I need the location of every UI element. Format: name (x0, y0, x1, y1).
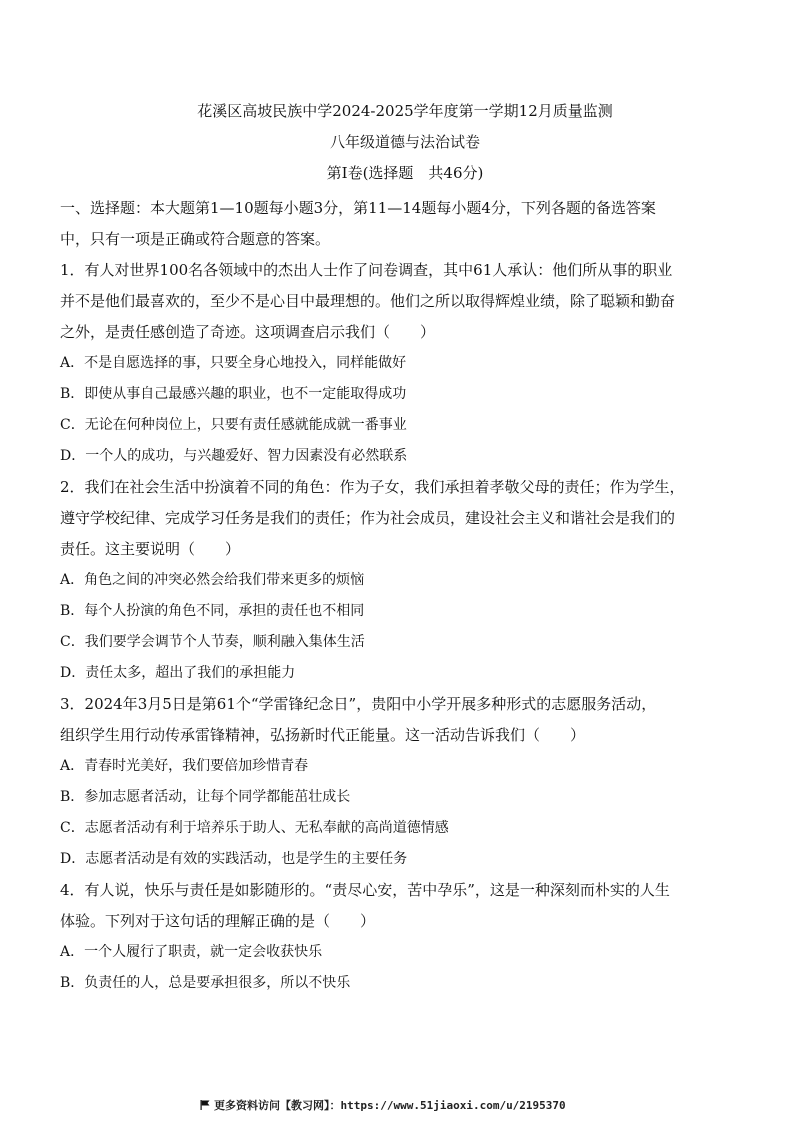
footer-link[interactable]: 更多资料访问【教习网】：https://www.51jiaoxi.com/u/2195370 (214, 1099, 566, 1112)
option-b: B．负责任的人，总是要承担很多，所以不快乐 (60, 975, 351, 991)
question-stem-line: 4．有人说，快乐与责任是如影随形的。“责尽心安，苦中孕乐”，这是一种深刻而朴实的人生 (60, 881, 670, 899)
question-stem-line: 责任。这主要说明（ ） (60, 540, 241, 558)
question-2 (60, 472, 750, 689)
question-1 (60, 255, 750, 472)
question-stem-line: 2．我们在社会生活中扮演着不同的角色：作为子女，我们承担着孝敬父母的责任；作为学生， (60, 478, 685, 496)
option-c: C．我们要学会调节个人节奏，顺利融入集体生活 (60, 634, 365, 650)
option-b: B．参加志愿者活动，让每个同学都能茁壮成长 (60, 789, 351, 805)
option-c: C．志愿者活动有利于培养乐于助人、无私奉献的高尚道德情感 (60, 820, 449, 836)
question-stem-line: 之外，是责任感创造了奇迹。这项调查启示我们（ ） (60, 323, 436, 341)
question-stem-line: 遵守学校纪律、完成学习任务是我们的责任；作为社会成员，建设社会主义和谐社会是我们的 (60, 509, 676, 527)
question-4 (60, 875, 750, 999)
option-d: D．责任太多，超出了我们的承担能力 (60, 665, 296, 681)
section-heading: 第Ⅰ卷(选择题 共46分) (326, 164, 484, 182)
option-d: D．一个人的成功，与兴趣爱好、智力因素没有必然联系 (60, 448, 408, 464)
exam-title: 花溪区高坡民族中学2024-2025学年度第一学期12月质量监测 (197, 102, 613, 120)
exam-subtitle: 八年级道德与法治试卷 (329, 133, 480, 151)
instruction-line: 中，只有一项是正确或符合题意的答案。 (60, 230, 331, 248)
question-stem-line: 体验。下列对于这句话的理解正确的是（ ） (60, 912, 376, 930)
option-a: A．不是自愿选择的事，只要全身心地投入，同样能做好 (60, 355, 407, 371)
footer (200, 1097, 566, 1113)
option-b: B．即使从事自己最感兴趣的职业，也不一定能取得成功 (60, 386, 407, 402)
option-c: C．无论在何种岗位上，只要有责任感就能成就一番事业 (60, 417, 407, 433)
question-stem-line: 并不是他们最喜欢的，至少不是心目中最理想的。他们之所以取得辉煌业绩，除了聪颖和勤奋 (60, 292, 676, 310)
instructions (60, 193, 750, 255)
option-a: A．青春时光美好，我们要倍加珍惜青春 (60, 758, 309, 774)
exam-page (60, 100, 750, 999)
flag-icon (200, 1100, 210, 1110)
question-stem-line: 1．有人对世界100名各领域中的杰出人士作了问卷调查，其中61人承认：他们所从事的职业 (60, 261, 673, 279)
option-d: D．志愿者活动是有效的实践活动，也是学生的主要任务 (60, 851, 408, 867)
question-stem-line: 3．2024年3月5日是第61个“学雷锋纪念日”，贵阳中小学开展多种形式的志愿服务活动， (60, 695, 657, 713)
option-a: A．角色之间的冲突必然会给我们带来更多的烦恼 (60, 572, 365, 588)
option-a: A．一个人履行了职责，就一定会收获快乐 (60, 944, 323, 960)
question-stem-line: 组织学生用行动传承雷锋精神，弘扬新时代正能量。这一活动告诉我们（ ） (60, 726, 586, 744)
option-b: B．每个人扮演的角色不同，承担的责任也不相同 (60, 603, 365, 619)
instruction-line: 一、选择题：本大题第1—10题每小题3分，第11—14题每小题4分，下列各题的备选答案 (60, 199, 656, 217)
question-3 (60, 689, 750, 875)
